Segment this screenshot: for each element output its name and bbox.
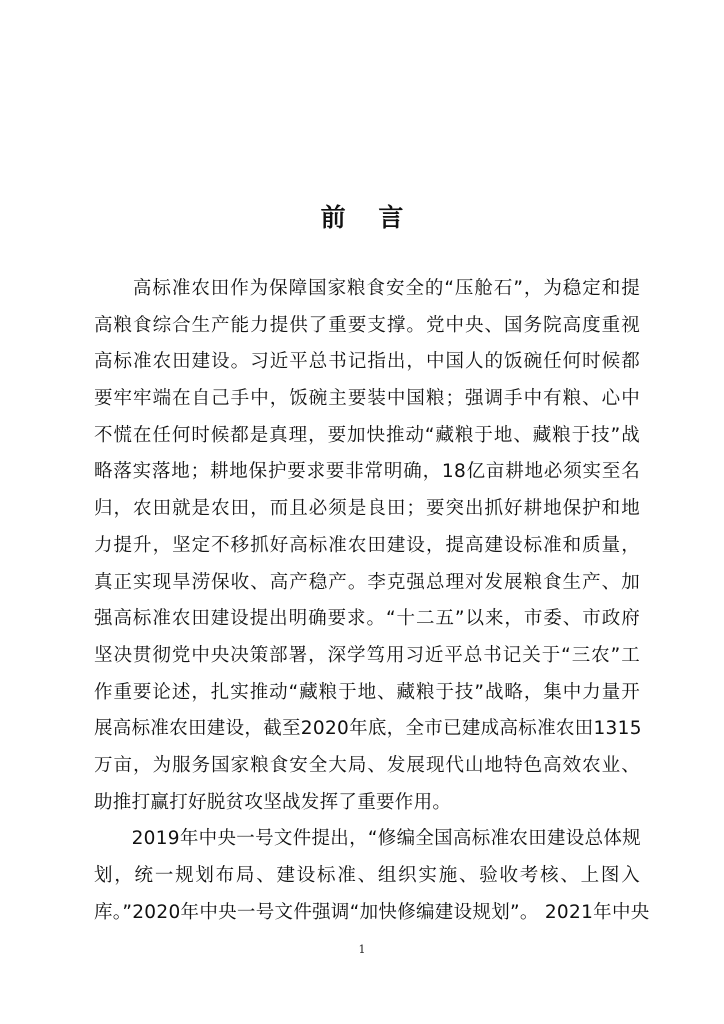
text-line: 归，农田就是农田，而且必须是良田；要突出抓好耕地保护和地: [94, 498, 640, 520]
text-line: 展高标准农田建设，截至2020年底，全市已建成高标准农田1315: [94, 718, 642, 740]
text-line: 力提升，坚定不移抓好高标准农田建设，提高建设标准和质量，: [94, 534, 640, 556]
text-line: 2019年中央一号文件提出，“修编全国高标准农田建设总体规: [94, 828, 641, 850]
page-number: 1: [358, 943, 366, 956]
text-line: 高标准农田作为保障国家粮食安全的“压舱石”，为稳定和提: [94, 278, 640, 299]
body-text: [94, 271, 650, 931]
text-line: 高标准农田建设。习近平总书记指出，中国人的饭碗任何时候都: [94, 351, 640, 373]
text-line: 要牢牢端在自己手中，饭碗主要装中国粮；强调手中有粮、心中: [94, 388, 640, 410]
text-line: 坚决贯彻党中央决策部署，深学笃用习近平总书记关于“三农”工: [94, 644, 640, 666]
text-line: 助推打赢打好脱贫攻坚战发挥了重要作用。: [94, 791, 452, 813]
text-line: 万亩，为服务国家粮食安全大局、发展现代山地特色高效农业、: [94, 754, 640, 776]
text-line: 真正实现旱涝保收、高产稳产。李克强总理对发展粮食生产、加: [94, 571, 640, 593]
text-line: 高粮食综合生产能力提供了重要支撑。党中央、国务院高度重视: [94, 314, 640, 336]
page-title: 前 言: [320, 203, 416, 232]
text-line: 作重要论述，扎实推动“藏粮于地、藏粮于技”战略，集中力量开: [94, 681, 640, 703]
text-line: 划，统一规划布局、建设标准、组织实施、验收考核、上图入: [94, 865, 640, 886]
text-line: 强高标准农田建设提出明确要求。“十二五”以来，市委、市政府: [94, 608, 640, 630]
text-line: 略落实落地；耕地保护要求要非常明确，18亿亩耕地必须实至名: [94, 461, 640, 483]
text-line: 库。”2020年中央一号文件强调“加快修编建设规划”。 2021年中央: [94, 901, 650, 923]
text-line: 不慌在任何时候都是真理，要加快推动“藏粮于地、藏粮于技”战: [94, 424, 640, 446]
